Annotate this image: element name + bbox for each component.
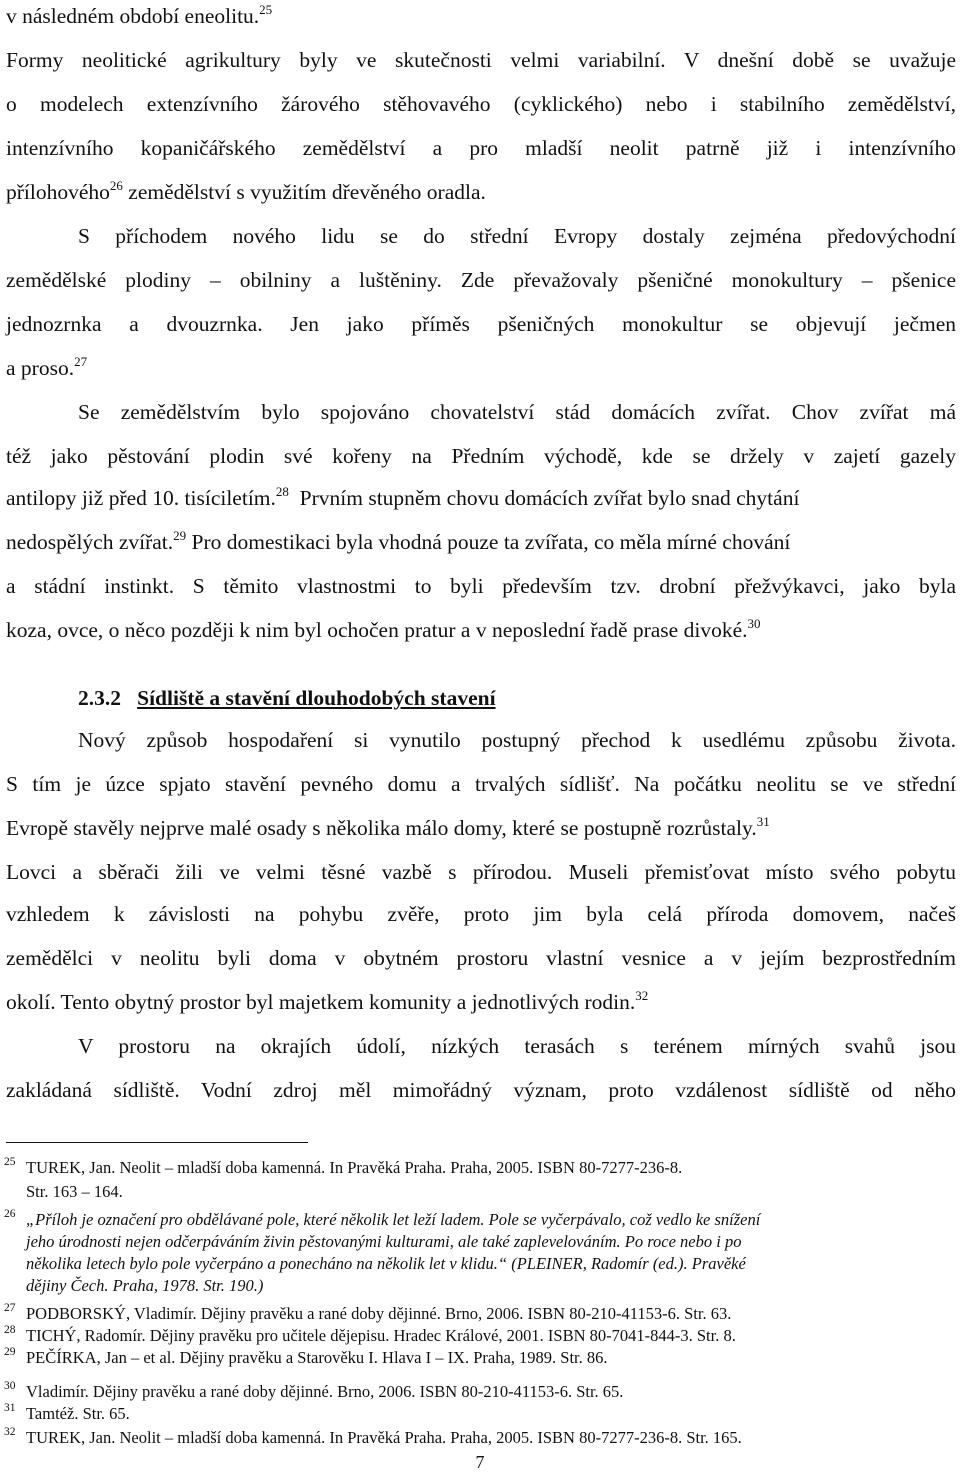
body-line: intenzívního kopaničářského zemědělství a pro mladší neolit patrně již i intenzívního	[6, 136, 956, 160]
body-line: a stádní instinkt. S těmito vlastnostmi to byli především tzv. drobní přežvýkavci, jako byla	[6, 574, 956, 598]
body-line: zemědělské plodiny – obilniny a luštěniny. Zde převažovaly pšeničné monokultury – pšenice	[6, 268, 956, 292]
body-line: Nový způsob hospodaření si vynutilo postupný přechod k usedlému způsobu života.	[78, 728, 956, 752]
footnote-26-cont: několika letech bylo pole vyčerpáno a ponecháno na několik let v klidu.“ (PLEINER, Radomír (ed.). Pravěké	[26, 1254, 746, 1273]
body-line: zakládaná sídliště. Vodní zdroj měl mimořádný význam, proto vzdálenost sídliště od něho	[6, 1078, 956, 1102]
body-line: v následném období eneolitu.$^{25}$	[6, 2, 273, 28]
body-line: zemědělci v neolitu byli doma v obytném prostoru vlastní vesnice a v jejím bezprostředním	[6, 946, 956, 970]
body-line: Formy neolitické agrikultury byly ve skutečnosti velmi variabilní. V dnešní době se uvažuje	[6, 48, 956, 72]
body-line: antilopy již před 10. tisíciletím.$^{28}$ Prvním stupněm chovu domácích zvířat bylo snad chytání	[6, 484, 800, 510]
body-line: koza, ovce, o něco později k nim byl ochočen pratur a v neposlední řadě prase divoké.$^{30}$	[6, 616, 761, 642]
body-line: a proso.$^{27}$	[6, 354, 88, 380]
section-heading	[78, 684, 956, 712]
footnote-26-cont: dějiny Čech. Praha, 1978. Str. 190.)	[26, 1276, 264, 1295]
footnote-25-cont: Str. 163 – 164.	[26, 1182, 123, 1201]
body-line: též jako pěstování plodin své kořeny na Předním východě, kde se držely v zajetí gazely	[6, 444, 956, 468]
body-line: S příchodem nového lidu se do střední Evropy dostaly zejména předovýchodní	[78, 224, 956, 248]
body-line: přílohového$^{26}$ zemědělství s využitím dřevěného oradla.	[6, 178, 486, 204]
footnote-separator	[6, 1142, 308, 1143]
section-title: Sídliště a stavění dlouhodobých stavení	[137, 686, 496, 710]
body-line: Lovci a sběrači žili ve velmi těsné vazbě s přírodou. Museli přemisťovat místo svého pobytu	[6, 860, 956, 884]
body-line: nedospělých zvířat.$^{29}$ Pro domestikaci byla vhodná pouze ta zvířata, co měla mírné chování	[6, 528, 791, 554]
page-number: 7	[475, 1452, 485, 1472]
body-line: o modelech extenzívního žárového stěhovavého (cyklického) nebo i stabilního zemědělství,	[6, 92, 956, 116]
body-line: Se zemědělstvím bylo spojováno chovatelství stád domácích zvířat. Chov zvířat má	[78, 400, 956, 424]
body-line: jednozrnka a dvouzrnka. Jen jako příměs pšeničných monokultur se objevují ječmen	[6, 312, 956, 336]
body-line: V prostoru na okrajích údolí, nízkých terasách s terénem mírných svahů jsou	[78, 1034, 956, 1058]
body-line: Evropě stavěly nejprve malé osady s několika málo domy, které se postupně rozrůstaly.$^{31}$	[6, 814, 770, 840]
footnote-26-cont: jeho úrodnosti nejen odčerpáváním živin pěstovanými kulturami, ale také zaplevelováním. Po roce nebo i po	[26, 1232, 742, 1251]
body-line: okolí. Tento obytný prostor byl majetkem komunity a jednotlivých rodin.$^{32}$	[6, 988, 649, 1014]
body-line: vzhledem k závislosti na pohybu zvěře, proto jim byla celá příroda domovem, načeš	[6, 902, 956, 926]
section-number: 2.3.2	[78, 686, 121, 710]
body-line: S tím je úzce spjato stavění pevného domu a trvalých sídlišť. Na počátku neolitu se ve střední	[6, 772, 956, 796]
